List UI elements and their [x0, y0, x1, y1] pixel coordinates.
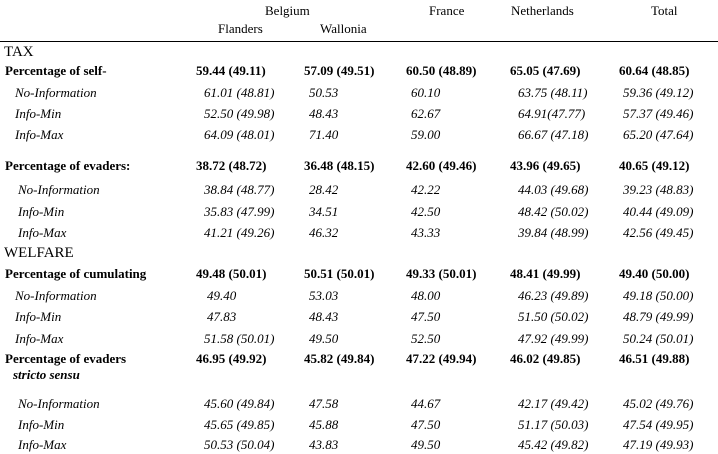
- header-flanders: Flanders: [218, 21, 263, 36]
- cell-flanders: 50.53 (50.04): [204, 437, 275, 452]
- row-label-continuation: stricto sensu: [13, 367, 80, 382]
- table-row: [0, 105, 718, 123]
- header-wallonia: Wallonia: [320, 21, 367, 36]
- row-label: Info-Min: [15, 309, 62, 324]
- cell-netherlands: 46.02 (49.85): [510, 351, 581, 366]
- cell-flanders: 38.84 (48.77): [204, 182, 275, 197]
- cell-wallonia: 45.82 (49.84): [304, 351, 375, 366]
- table-row: [0, 181, 718, 199]
- cell-total: 60.64 (48.85): [619, 63, 690, 78]
- row-label: Info-Max: [18, 437, 67, 452]
- cell-france: 48.00: [411, 288, 441, 303]
- header-netherlands: Netherlands: [511, 3, 574, 18]
- cell-total: 39.23 (48.83): [623, 182, 694, 197]
- cell-france: 49.50: [411, 437, 441, 452]
- cell-total: 47.54 (49.95): [623, 417, 694, 432]
- header-france: France: [429, 3, 465, 18]
- cell-wallonia: 48.43: [309, 309, 339, 324]
- cell-netherlands: 51.17 (50.03): [518, 417, 589, 432]
- cell-france: 60.10: [411, 85, 441, 100]
- cell-netherlands: 65.05 (47.69): [510, 63, 581, 78]
- cell-flanders: 41.21 (49.26): [204, 225, 275, 240]
- cell-netherlands: 46.23 (49.89): [518, 288, 589, 303]
- table-row: [0, 157, 718, 175]
- section-title-tax: TAX: [4, 44, 34, 60]
- section-title-welfare: WELFARE: [4, 245, 74, 261]
- table-row: [0, 308, 718, 326]
- cell-flanders: 38.72 (48.72): [196, 158, 267, 173]
- cell-flanders: 59.44 (49.11): [196, 63, 266, 78]
- cell-france: 47.22 (49.94): [406, 351, 477, 366]
- row-label: No-Information: [18, 396, 100, 411]
- row-label: Percentage of evaders:: [5, 158, 131, 173]
- cell-flanders: 45.60 (49.84): [204, 396, 275, 411]
- cell-flanders: 61.01 (48.81): [204, 85, 275, 100]
- table-row: [0, 224, 718, 242]
- header-belgium: Belgium: [265, 3, 310, 18]
- row-label: Percentage of cumulating: [5, 266, 147, 281]
- cell-wallonia: 28.42: [309, 182, 339, 197]
- cell-total: 49.18 (50.00): [623, 288, 694, 303]
- cell-france: 59.00: [411, 127, 441, 142]
- cell-wallonia: 50.51 (50.01): [304, 266, 375, 281]
- cell-wallonia: 53.03: [309, 288, 339, 303]
- cell-flanders: 47.83: [207, 309, 237, 324]
- cell-wallonia: 71.40: [309, 127, 339, 142]
- cell-flanders: 35.83 (47.99): [204, 204, 275, 219]
- table-row: [0, 62, 718, 80]
- row-label: Info-Min: [18, 417, 65, 432]
- cell-netherlands: 64.91(47.77): [518, 106, 586, 121]
- cell-wallonia: 46.32: [309, 225, 339, 240]
- table-row: [0, 84, 718, 102]
- row-label: No-Information: [15, 288, 97, 303]
- cell-netherlands: 51.50 (50.02): [518, 309, 589, 324]
- cell-total: 50.24 (50.01): [623, 331, 694, 346]
- table-row: [0, 330, 718, 348]
- cell-total: 59.36 (49.12): [623, 85, 694, 100]
- cell-netherlands: 42.17 (49.42): [518, 396, 589, 411]
- cell-total: 40.44 (49.09): [623, 204, 694, 219]
- row-label: Percentage of self-: [5, 63, 107, 78]
- table-row: [0, 436, 718, 454]
- cell-flanders: 49.40: [207, 288, 237, 303]
- row-label: Info-Max: [15, 127, 64, 142]
- cell-france: 43.33: [411, 225, 441, 240]
- cell-netherlands: 48.41 (49.99): [510, 266, 581, 281]
- cell-france: 47.50: [411, 417, 441, 432]
- cell-total: 46.51 (49.88): [619, 351, 690, 366]
- cell-flanders: 49.48 (50.01): [196, 266, 267, 281]
- cell-flanders: 51.58 (50.01): [204, 331, 275, 346]
- table-row: [0, 416, 718, 434]
- row-label: No-Information: [18, 182, 100, 197]
- cell-wallonia: 57.09 (49.51): [304, 63, 375, 78]
- row-label: Info-Min: [15, 106, 62, 121]
- cell-netherlands: 66.67 (47.18): [518, 127, 589, 142]
- cell-france: 49.33 (50.01): [406, 266, 477, 281]
- cell-total: 65.20 (47.64): [623, 127, 694, 142]
- table-row: [0, 287, 718, 305]
- cell-flanders: 64.09 (48.01): [204, 127, 275, 142]
- table-row: [0, 203, 718, 221]
- row-label: No-Information: [15, 85, 97, 100]
- cell-france: 62.67: [411, 106, 441, 121]
- cell-total: 57.37 (49.46): [623, 106, 694, 121]
- row-label: Info-Max: [18, 225, 67, 240]
- cell-flanders: 45.65 (49.85): [204, 417, 275, 432]
- cell-wallonia: 48.43: [309, 106, 339, 121]
- cell-france: 42.60 (49.46): [406, 158, 477, 173]
- cell-total: 48.79 (49.99): [623, 309, 694, 324]
- cell-france: 42.22: [411, 182, 441, 197]
- cell-france: 44.67: [411, 396, 441, 411]
- cell-wallonia: 45.88: [309, 417, 339, 432]
- cell-netherlands: 44.03 (49.68): [518, 182, 589, 197]
- cell-netherlands: 47.92 (49.99): [518, 331, 589, 346]
- header-total: Total: [651, 3, 678, 18]
- cell-wallonia: 49.50: [309, 331, 339, 346]
- cell-wallonia: 43.83: [309, 437, 339, 452]
- cell-netherlands: 63.75 (48.11): [518, 85, 588, 100]
- cell-france: 47.50: [411, 309, 441, 324]
- cell-france: 52.50: [411, 331, 441, 346]
- cell-wallonia: 34.51: [309, 204, 339, 219]
- cell-flanders: 46.95 (49.92): [196, 351, 267, 366]
- header-rule: [0, 41, 718, 42]
- row-label: Info-Max: [15, 331, 64, 346]
- cell-flanders: 52.50 (49.98): [204, 106, 275, 121]
- cell-france: 42.50: [411, 204, 441, 219]
- cell-netherlands: 45.42 (49.82): [518, 437, 589, 452]
- table-row: [0, 395, 718, 413]
- cell-france: 60.50 (48.89): [406, 63, 477, 78]
- cell-wallonia: 47.58: [309, 396, 339, 411]
- cell-netherlands: 43.96 (49.65): [510, 158, 581, 173]
- table-row: [0, 350, 718, 368]
- row-label: Percentage of evaders: [5, 351, 127, 366]
- cell-total: 42.56 (49.45): [623, 225, 694, 240]
- cell-netherlands: 39.84 (48.99): [518, 225, 589, 240]
- cell-wallonia: 36.48 (48.15): [304, 158, 375, 173]
- cell-wallonia: 50.53: [309, 85, 339, 100]
- table-row: [0, 265, 718, 283]
- cell-total: 40.65 (49.12): [619, 158, 690, 173]
- cell-total: 49.40 (50.00): [619, 266, 690, 281]
- row-label: Info-Min: [18, 204, 65, 219]
- cell-total: 47.19 (49.93): [623, 437, 694, 452]
- cell-total: 45.02 (49.76): [623, 396, 694, 411]
- table-row: [0, 126, 718, 144]
- cell-netherlands: 48.42 (50.02): [518, 204, 589, 219]
